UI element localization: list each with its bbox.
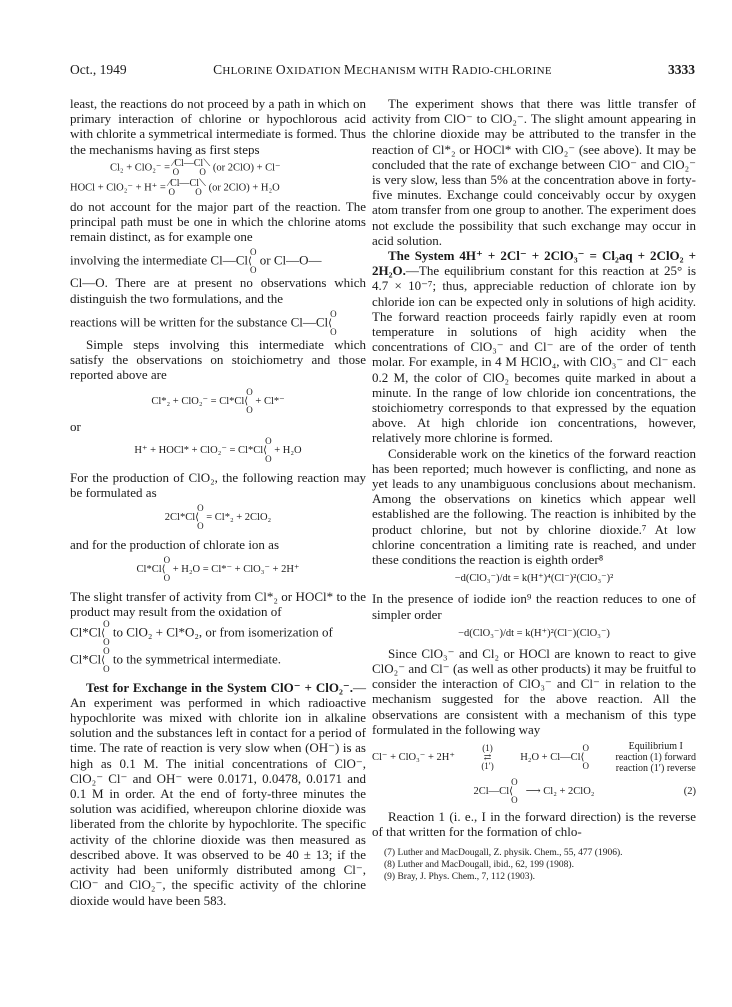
oxygen-atom: O (199, 166, 206, 177)
structure: O ⟨ O (244, 387, 253, 416)
or-label: or (70, 419, 81, 435)
equation (70, 179, 366, 197)
struct-core: Cl—Cl (174, 157, 204, 169)
footnotes (372, 847, 696, 883)
paragraph (70, 647, 366, 674)
structure: O ⟨ O (195, 503, 204, 532)
text-run: involving the intermediate Cl—Cl (70, 252, 249, 268)
paragraph: In the presence of iodide ion⁹ the reaction reduces to one of simpler order (372, 591, 696, 622)
oxygen-atom: O (511, 776, 518, 787)
title-cap: M (343, 62, 357, 77)
text-run: to the symmetrical intermediate. (112, 651, 282, 667)
page-number: 3333 (668, 62, 695, 77)
eq-lhs: Cl*₂ + ClO₂⁻ = Cl*Cl (151, 396, 245, 408)
equation-note (615, 741, 696, 774)
eq-lhs: 2Cl*Cl (164, 511, 196, 523)
structure: O ⟨ O (101, 618, 110, 647)
oxygen-atom: O (103, 663, 110, 674)
title-small: HLORINE (222, 65, 276, 77)
paragraph: Since ClO₃⁻ and Cl₂ or HOCl are known to react to give ClO₂⁻ and Cl⁻ (as well as other products) it may be fruitful to consider the interaction of ClO₃⁻ and Cl⁻ in relation to the mechanism suggested for the above reaction. All the observations are consistent with a mechanism of this type formulated in the following way (372, 645, 696, 737)
oxygen-atom: O (582, 760, 590, 771)
paragraph (70, 620, 366, 647)
paragraph: Reaction 1 (i. e., I in the forward direction) is the reverse of that written for the formation of chlo- (372, 808, 696, 840)
header-title (70, 62, 695, 78)
equation (70, 388, 366, 415)
text-run: or Cl—O— (259, 252, 322, 268)
title-cap: R (451, 62, 462, 77)
oxygen-atom: O (250, 265, 257, 276)
oxygen-atom: O (103, 618, 110, 629)
structure: ⁄Cl—Cl⟍ O O (168, 177, 207, 197)
paragraph: For the production of ClO₂, the following reaction may be formulated as (70, 469, 366, 500)
title-small: XIDATION (285, 65, 344, 77)
paragraph (70, 248, 366, 275)
structure: O ⟨ O (161, 555, 171, 584)
paragraph: and for the production of chlorate ion as (70, 537, 280, 553)
paragraph: Cl—O. There are at present no observations which distinguish the two formulations, and the (70, 275, 366, 306)
oxygen-atom: O (265, 453, 272, 464)
eq-rhs: (or 2ClO) + Cl⁻ (212, 162, 281, 174)
text-run: reactions will be written for the substance Cl—Cl (70, 314, 329, 330)
oxygen-atom: O (163, 573, 171, 584)
oxygen-atom: O (511, 794, 518, 805)
title-cap: O (275, 62, 286, 77)
left-column (70, 96, 366, 908)
oxygen-atom: O (246, 387, 253, 398)
title-small: ADIO-CHLORINE (461, 65, 552, 77)
right-column (372, 96, 696, 883)
eq-lhs: Cl₂ + ClO₂⁻ = (110, 162, 171, 174)
eq-rhs: = Cl*₂ + 2ClO₂ (206, 511, 272, 523)
oxygen-atom: O (103, 636, 110, 647)
text-run: Cl*Cl (70, 651, 102, 667)
rate-equation: −d(ClO₃⁻)/dt = k(H⁺)²(Cl⁻)(ClO₃⁻) (458, 627, 610, 639)
header-date: Oct., 1949 (70, 62, 127, 77)
eq-lhs: Cl*Cl (136, 564, 162, 576)
eq-lhs: H⁺ + HOCl* + ClO₂⁻ = Cl*Cl (134, 444, 264, 456)
structure: O ⟨ O (248, 247, 257, 276)
structure: O ⟨ O (328, 308, 337, 337)
equation (110, 159, 366, 177)
oxygen-atom: O (246, 405, 253, 416)
equation (70, 504, 366, 531)
paragraph: Simple steps involving this intermediate which satisfy the observations on stoichiometry and those reported above are (70, 336, 366, 383)
struct-core: Cl—Cl (170, 177, 200, 189)
oxygen-atom: O (330, 308, 337, 319)
oxygen-atom: O (197, 521, 204, 532)
oxygen-atom: O (195, 186, 202, 197)
structure: O ⟨ O (263, 435, 272, 464)
eq-lhs (474, 778, 518, 805)
section-heading: The System 4H⁺ + 2Cl⁻ + 2ClO₃⁻ = Cl₂aq + 2ClO₂ + 2H₂O. (372, 248, 696, 279)
text-run: 2Cl—Cl (473, 785, 510, 797)
oxygen-atom: O (197, 503, 204, 514)
eq-rhs: + Cl*⁻ (255, 396, 285, 408)
equation-1 (372, 741, 696, 774)
text-run: Cl*Cl (70, 624, 102, 640)
equilibrium-arrow-icon: ⇄ (483, 751, 492, 762)
text-run: —The equilibrium constant for this reaction at 25° is 4.7 × 10⁻⁷; thus, appreciable reduction of chlorate ion by chloride ion can be expected only in solutions of high acidity. The forward reaction proceeds fairly rapidly even at room temperature in solutions of high acidity when the concentrations of ClO₃⁻ and Cl⁻ are of the order of tenth molar. For example, in 4 M HClO₄, with ClO₃⁻ and Cl⁻ each 0.2 M, the color of ClO₂ becomes quite marked in about a minute. In the range of low chloride ion concentrations, the stoichiometry corresponds to that expressed by the equation above. At high chloride ion concentrations, however, relatively more chlorine is formed. (372, 263, 696, 446)
structure: ⁄Cl—Cl⟍ O O (172, 157, 211, 177)
paragraph (70, 680, 366, 908)
eq-lhs: Cl⁻ + ClO₃⁻ + 2H⁺ (372, 751, 455, 763)
equilibrium-arrows (481, 744, 493, 771)
footnote: (9) Bray, J. Phys. Chem., 7, 112 (1903). (384, 872, 536, 883)
oxygen-atom: O (163, 555, 171, 566)
structure: O ⟨ O (101, 645, 110, 674)
eq-lhs: HOCl + ClO₂⁻ + H⁺ = (70, 182, 166, 194)
paragraph: least, the reactions do not proceed by a path in which on primary interaction of chlorine or hypochlorous acid with chlorite a symmetrical intermediate is formed. Thus the mechanisms having as first steps (70, 96, 366, 157)
oxygen-atom: O (582, 742, 590, 753)
eq-rhs (520, 744, 589, 771)
structure: O ⟨ O (580, 742, 590, 771)
text-run: to ClO₂ + Cl*O₂, or from isomerization of (112, 624, 333, 640)
oxygen-atom: O (172, 166, 180, 177)
structure: O ⟨ O (509, 776, 518, 805)
equation (70, 556, 366, 583)
text-run: H₂O + Cl—Cl (520, 751, 581, 763)
paragraph (372, 248, 696, 446)
paragraph: The experiment shows that there was little transfer of activity from ClO⁻ to ClO₂⁻. The slight amount appearing in the chlorine dioxide may be attributed to the transfer in the reaction of Cl*₂ or HOCl* with ClO₂⁻ (see above). It may be concluded that the rate of exchange between ClO⁻ and ClO₂⁻ is very slow, less than 5% at the concentration above in forty-five minutes. Exchange could conceivably occur by oxygen atom transfer from one group to another. The experiment does not exclude the possibility that such exchange may occur in acid solution. (372, 96, 696, 248)
paragraph: do not account for the major part of the reaction. The principal path must be one in which the chlorine atoms remain distinct, as for example one (70, 198, 366, 245)
title-small: ECHANISM WITH (356, 65, 452, 77)
equation-number: (2) (683, 785, 696, 797)
eq-rhs: + H₂O (274, 444, 302, 456)
eq-rhs: (or 2ClO) + H₂O (208, 182, 280, 194)
note-line: Equilibrium I (628, 740, 683, 752)
paragraph: Considerable work on the kinetics of the forward reaction has been reported; much however is conflicting, and none as yet leads to any unambiguous conclusions about mechanism. Among the observations on kinetics which appear well established are the following. The reaction is inhibited by the product chlorine, but not by chlorine dioxide.⁷ At low chlorine concentration a limiting rate is reached, and under these conditions the reaction is eighth order⁸ (372, 445, 696, 568)
eq-rhs: ⟶ Cl₂ + 2ClO₂ (525, 785, 595, 797)
note-line: reaction (1) forward (615, 751, 696, 763)
text-run: —An experiment was performed in which radioactive hypochlorite was mixed with chlorite ion in alkaline solution and the substances left in contact for a period of time. The rate of reaction is very slow when (OH⁻) is as high as 0.1 M. The initial concentrations of ClO⁻, ClO₂⁻ Cl⁻ and OH⁻ were 0.0171, 0.0478, 0.0171 and 0.1 M in order. At the end of forty-three minutes the solution was acidified, whereupon chlorine dioxide was liberated from the chlorite by hypochlorite. The specific activity of the chlorine dioxide was then measured as described above. It was observed to be 40 ± 13; if the activity had been uniformly distributed among Cl⁻, ClO⁻ and ClO₂⁻, the specific activity of the chlorine dioxide would have been 583. (70, 679, 366, 908)
equation-2 (372, 778, 696, 805)
oxygen-atom: O (330, 326, 337, 337)
oxygen-atom: O (168, 186, 175, 197)
forward-label: (1) (482, 742, 493, 753)
running-header (70, 62, 695, 80)
footnote: (7) Luther and MacDougall, Z. physik. Chem., 55, 477 (1906). (384, 848, 623, 859)
footnote: (8) Luther and MacDougall, ibid., 62, 199 (1908). (384, 860, 574, 871)
paragraph: The slight transfer of activity from Cl*₂ or HOCl* to the product may result from the oxidation of (70, 589, 366, 620)
equation (70, 437, 366, 464)
rate-equation: −d(ClO₃⁻)/dt = k(H⁺)⁴(Cl⁻)²(ClO₃⁻)² (454, 573, 614, 585)
reverse-label: (1′) (481, 760, 494, 771)
eq-rhs: + H₂O = Cl*⁻ + ClO₃⁻ + 2H⁺ (172, 564, 300, 576)
oxygen-atom: O (265, 435, 272, 446)
paragraph (70, 310, 366, 337)
section-heading: Test for Exchange in the System ClO⁻ + ClO₂⁻. (86, 679, 353, 695)
oxygen-atom: O (250, 247, 257, 258)
oxygen-atom: O (103, 645, 110, 656)
note-line: reaction (1′) reverse (615, 762, 696, 774)
title-cap: C (213, 62, 223, 77)
